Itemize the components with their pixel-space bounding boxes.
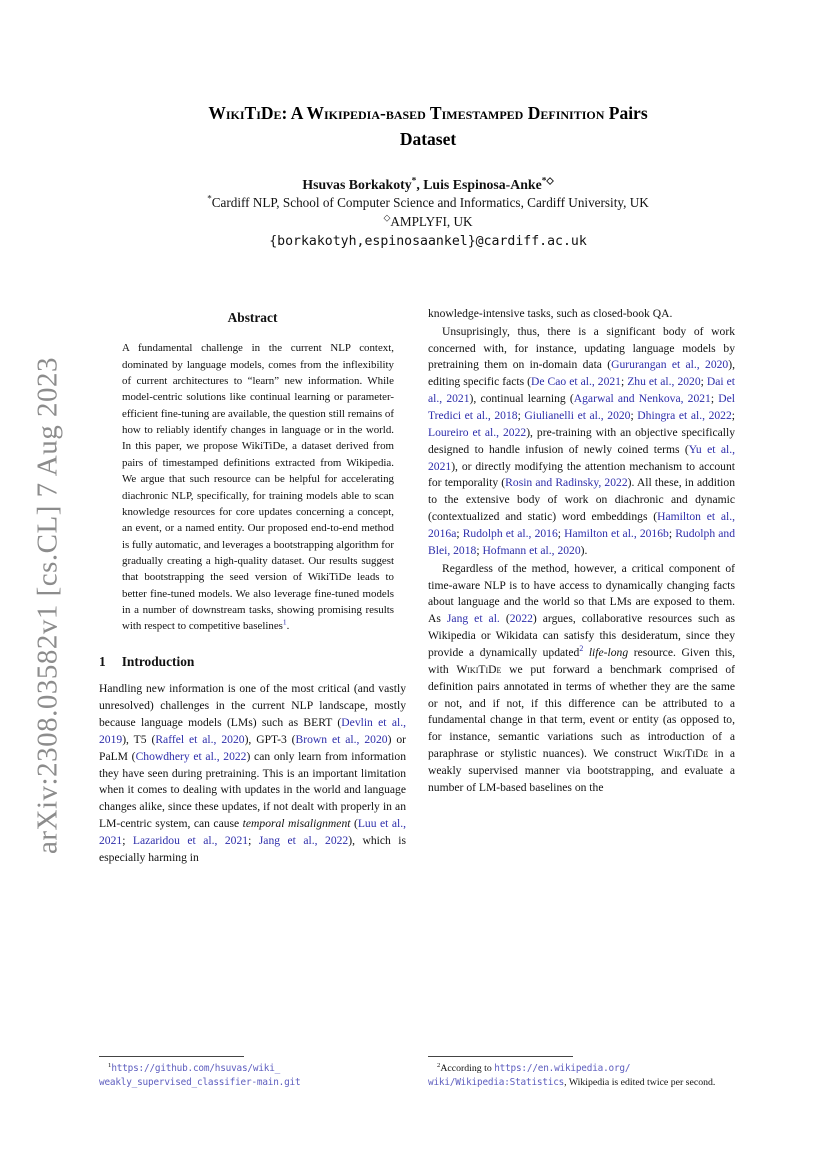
continuation-paragraph: [428, 306, 735, 323]
text-segment: we put forward a benchmark comprised of definition pairs annotated in terms of whether they are the same or not, and if not, if this difference can be attributed to a fundamental change in that term, event or entity (as opposed to, for instance, semantic variations such as introduction of a paraphrase or stylistic nuances). We construct: [428, 662, 735, 761]
abstract-heading: Abstract: [227, 309, 278, 325]
footnote-marker: *: [207, 193, 212, 204]
footnote-marker-link[interactable]: 1: [282, 617, 287, 627]
footnote-rule: [99, 1056, 244, 1057]
text-segment: Dataset: [399, 129, 457, 150]
text-segment: According to: [440, 1062, 495, 1074]
citation-link[interactable]: Devlin et al., 2019: [99, 715, 406, 746]
text-segment: .: [286, 620, 290, 633]
related-work-paragraph: [428, 324, 735, 560]
citation-link[interactable]: Hamilton et al., 2016b: [564, 526, 669, 540]
citation-link[interactable]: Hofmann et al., 2020: [482, 543, 581, 557]
footnote-2: [428, 1056, 735, 1090]
url-link[interactable]: wiki/Wikipedia:Statistics: [428, 1076, 565, 1088]
text-segment: ;: [710, 392, 719, 406]
text-segment: ) argues, collaborative resources such as Wikipedia or Wikidata can satisfy this desideratum, since they provide a dynamically updated: [428, 612, 735, 659]
text-segment: ;: [630, 408, 638, 422]
text-segment: ), editing specific facts (: [428, 358, 735, 389]
text-segment: AMPLYFI, UK: [390, 213, 473, 229]
intro-paragraph: [99, 681, 406, 866]
text-segment: A fundamental challenge in the current NLP context, dominated by language models, comes from the inflexibility of current architectures to “learn” new information. While model-centric solutions like continual learning or parameter-efficient fine-tuning are available, the question still remains of how to reliably identify changes in language or in the world. In this paper, we propose WikiTiDe, a dataset derived from pairs of timestamped definitions extracted from Wikipedia. We argue that such resource can be helpful for accelerating diachronic NLP, specifically, for training models able to scan knowledge resources for core updates concerning a concept, an event, or a named entity. Our proposed end-to-end method is fully automatic, and leverages a bootstrapping algorithm for gradually creating a high-quality dataset. Our results suggest that bootstrapping the seed version of WikiTiDe leads to better fine-tuned models. We also leverage fine-tuned models in a number of downstream tasks, showing promising results with respect to competitive baselines: [122, 342, 394, 633]
text-segment: ;: [668, 526, 676, 540]
citation-link[interactable]: Chowdhery et al., 2022: [135, 749, 247, 763]
citation-link[interactable]: Brown et al., 2020: [295, 732, 388, 746]
section-heading-introduction: [99, 652, 406, 672]
footnote-marker: 1: [108, 1061, 112, 1069]
text-segment: ), continual learning (: [469, 392, 574, 406]
text-segment: Cardiff NLP, School of Computer Science and Informatics, Cardiff University, UK: [211, 194, 649, 210]
text-segment: Handling new information is one of the most critical (and vastly unresolved) challenges in the current NLP landscape, mostly because language models (LMs) such as BERT (: [99, 682, 406, 729]
citation-link[interactable]: Lazaridou et al., 2021: [132, 833, 249, 847]
text-segment: Hsuvas Borkakoty: [302, 176, 412, 192]
citation-link[interactable]: Dhingra et al., 2022: [637, 408, 732, 422]
text-segment: Regardless of the method, however, a critical component of time-aware NLP is to have access to dynamically changing facts about language and the world so that LMs are exposed to them. As: [428, 561, 735, 626]
motivation-paragraph: [428, 561, 735, 797]
abstract-text: [99, 340, 406, 634]
text-segment: (: [499, 612, 510, 626]
text-segment: ;: [700, 375, 707, 389]
text-segment: ;: [517, 408, 525, 422]
column-right: [428, 306, 735, 1090]
footnote-1-text: [99, 1063, 300, 1088]
citation-link[interactable]: Rudolph and Blei, 2018: [428, 526, 735, 557]
text-segment: WikiTiDe: [663, 747, 709, 761]
footnote-marker: *: [411, 175, 417, 186]
text-segment: ), which is especially harming in: [99, 833, 407, 864]
text-segment: resource. Given this, with: [428, 645, 736, 676]
footnote-marker: ◇: [383, 212, 391, 223]
url-link[interactable]: https://github.com/hsuvas/wiki_: [111, 1062, 281, 1074]
citation-link[interactable]: Giulianelli et al., 2020: [524, 408, 631, 422]
text-segment: ). All these, in addition to the extensive body of work on diachronic and dynamic (contextualized and static) word embeddings (: [428, 476, 735, 524]
citation-link[interactable]: Rudolph et al., 2016: [462, 526, 558, 540]
column-left: [99, 306, 406, 1090]
arxiv-stamp: arXiv:2308.03582v1 [cs.CL] 7 Aug 2023: [31, 357, 64, 854]
footnote-marker: 2: [437, 1061, 441, 1069]
text-segment: temporal misalignment: [242, 817, 351, 831]
text-segment: ), pre-training with an objective specifically designed to handle infusion of newly coined terms (: [428, 425, 735, 456]
text-segment: ) or PaLM (: [99, 732, 406, 763]
text-segment: ), or directly modifying the attention mechanism to account for temporality (: [428, 459, 735, 490]
citation-link[interactable]: Luu et al., 2021: [99, 817, 406, 847]
paper-header: [78, 0, 778, 249]
text-segment: life-long: [588, 645, 629, 659]
text-segment: ;: [731, 408, 736, 422]
citation-link[interactable]: Del Tredici et al., 2018: [428, 392, 735, 422]
footnote-2-text: [428, 1063, 715, 1088]
text-segment: ).: [580, 543, 588, 557]
paper-title: [78, 100, 778, 153]
text-segment: , Luis Espinosa-Anke: [416, 176, 542, 192]
url-link[interactable]: weakly_supervised_classifier-main.git: [99, 1076, 301, 1088]
text-segment: ;: [456, 526, 463, 540]
section-number: 1: [99, 653, 106, 669]
text-segment: ) can only learn from information they have seen during pretraining. This is an important limitation when it comes to dealing with updates in the world and language changes alike, since these updates, if not dealt with properly in an LM-centric system, can cause: [99, 749, 407, 831]
text-segment: ;: [476, 543, 483, 557]
footnote-marker-link[interactable]: 2: [579, 644, 584, 654]
citation-link[interactable]: Jang et al.: [446, 612, 500, 626]
text-segment: ;: [122, 833, 133, 847]
citation-link[interactable]: Hamilton et al., 2016a: [428, 510, 736, 540]
citation-link[interactable]: Yu et al., 2021: [428, 442, 735, 473]
citation-link[interactable]: Gururangan et al., 2020: [611, 358, 729, 372]
citation-link[interactable]: Agarwal and Nenkova, 2021: [573, 392, 711, 406]
citation-link[interactable]: Zhu et al., 2020: [627, 375, 701, 389]
text-segment: ;: [248, 833, 259, 847]
text-segment: knowledge-intensive tasks, such as closed-book QA.: [428, 306, 673, 320]
text-segment: (: [350, 817, 358, 831]
footnote-marker: *◇: [541, 175, 554, 186]
text-segment: , Wikipedia is edited twice per second.: [564, 1076, 716, 1088]
footnote-1: [99, 1056, 406, 1090]
affiliation-1: [78, 193, 778, 212]
footnote-rule: [428, 1056, 573, 1057]
text-segment: ), T5 (: [122, 732, 156, 746]
text-segment: ;: [557, 526, 565, 540]
text-segment: ), GPT-3 (: [244, 732, 296, 746]
citation-link[interactable]: Raffel et al., 2020: [155, 732, 245, 746]
section-title: Introduction: [121, 653, 195, 669]
text-segment: Unsuprisingly, thus, there is a significant body of work concerned with, for instance, updating language models by pretraining them on in-domain data (: [428, 324, 735, 372]
text-segment: Pairs: [604, 103, 648, 123]
affiliation-2: [78, 212, 778, 231]
email-address: {borkakotyh,espinosaankel}@cardiff.ac.uk: [269, 233, 587, 249]
citation-link[interactable]: Jang et al., 2022: [258, 833, 349, 847]
authors: [78, 177, 778, 193]
two-column-body: [99, 306, 735, 1090]
citation-link[interactable]: Dai et al., 2021: [428, 375, 735, 406]
text-segment: WikiTiDe: [456, 662, 502, 676]
text-segment: in a weakly supervised manner via bootstrapping, and evaluate a number of LM-based baselines on the: [428, 747, 735, 794]
url-link[interactable]: https://en.wikipedia.org/: [494, 1062, 631, 1074]
citation-link[interactable]: De Cao et al., 2021: [531, 375, 621, 389]
citation-link[interactable]: 2022: [509, 612, 533, 626]
citation-link[interactable]: Loureiro et al., 2022: [428, 425, 527, 439]
text-segment: WikiTiDe: A Wikipedia-based Timestamped Definition: [208, 103, 605, 123]
text-segment: ;: [620, 375, 628, 389]
citation-link[interactable]: Rosin and Radinsky, 2022: [505, 476, 628, 490]
